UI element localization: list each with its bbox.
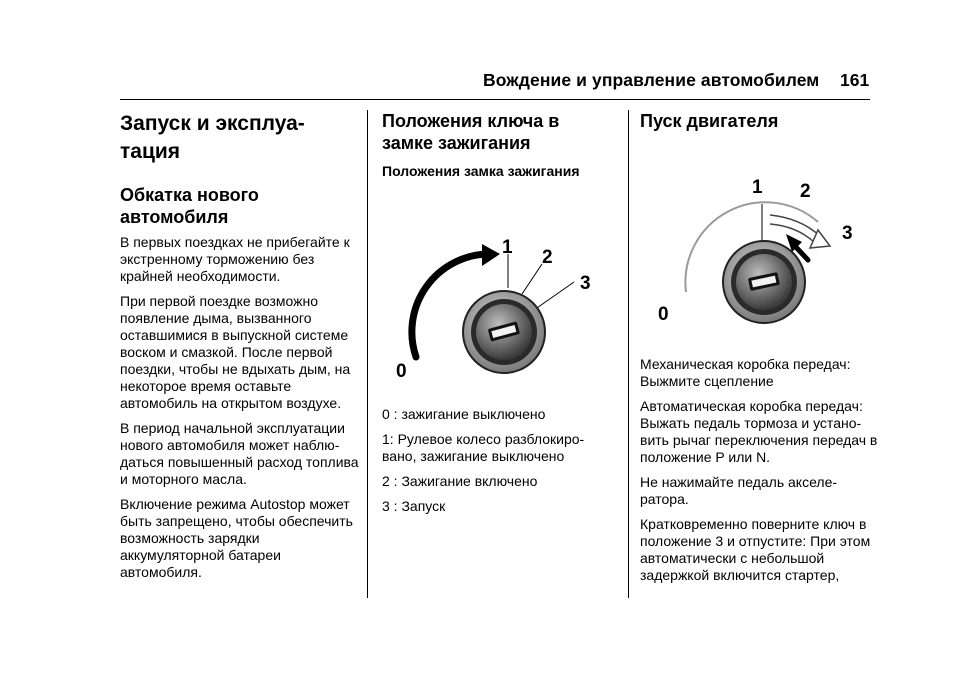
section-title-start-operation: Запуск и эксплуатация <box>120 112 305 163</box>
figure-label-2: 2 <box>542 247 553 268</box>
header-rule <box>120 99 870 100</box>
paragraph-break-in-1: В первых поездках не прибегайте к экстренному торможению без крайней необходимости. <box>120 234 350 284</box>
column-divider-1 <box>367 110 368 598</box>
figure-label-1: 1 <box>502 237 513 258</box>
section-title-key-positions: Положения ключа в замке зажигания <box>382 111 560 153</box>
position-item-0: 0 : зажигание выключено <box>382 406 546 422</box>
ignition-lock-illustration <box>382 192 608 392</box>
figure-label-0: 0 <box>658 304 669 325</box>
column-middle <box>382 110 608 515</box>
figure-label-1: 1 <box>752 177 763 198</box>
page-number: 161 <box>840 70 870 90</box>
paragraph-accelerator: Не нажимайте педаль акселератора. <box>640 474 838 507</box>
subsection-title-ignition-positions: Положения замка зажигания <box>382 163 580 179</box>
figure-label-0: 0 <box>396 361 407 382</box>
position-item-3: 3 : Запуск <box>382 498 446 514</box>
column-divider-2 <box>628 110 629 598</box>
paragraph-break-in-4: Включение режима Autostop может быть запрещено, чтобы обеспечить возможность зарядки аккумуляторной батареи автомобиля. <box>120 496 353 580</box>
running-header: Вождение и управление автомобилем <box>483 70 820 90</box>
paragraph-turn-key: Кратковременно поверните ключ в положение 3 и отпустите: При этом автоматически с небольшой задержкой включится стартер, <box>640 516 871 583</box>
engine-start-figure <box>640 150 880 338</box>
paragraph-automatic-gearbox: Автоматическая коробка передач: Выжать педаль тормоза и установить рычаг переключения передач в положение P или N. <box>640 398 878 465</box>
position-item-2: 2 : Зажигание включено <box>382 473 538 489</box>
column-right <box>640 110 880 584</box>
column-left <box>120 110 360 581</box>
ignition-positions-figure <box>382 192 608 392</box>
position-item-1: 1: Рулевое колесо разблокировано, зажигание выключено <box>382 431 585 464</box>
figure-label-3: 3 <box>580 273 591 294</box>
paragraph-manual-gearbox: Механическая коробка передач: Выжмите сцепление <box>640 356 851 389</box>
paragraph-break-in-2: При первой поездке возможно появление дыма, вызванного оставшимися в выпускной системе воском и смазкой. После первой поездки, чтобы не вдыхать дым, на некоторое время оставьте автомобиль на открытом воздухе. <box>120 293 351 411</box>
figure-label-3: 3 <box>842 223 853 244</box>
subsection-title-break-in: Обкатка нового автомобиля <box>120 185 259 227</box>
section-title-engine-start: Пуск двигателя <box>640 111 779 131</box>
paragraph-break-in-3: В период начальной эксплуатации нового автомобиля может наблюдаться повышенный расход топлива и моторного масла. <box>120 420 359 487</box>
figure-label-2: 2 <box>800 181 811 202</box>
